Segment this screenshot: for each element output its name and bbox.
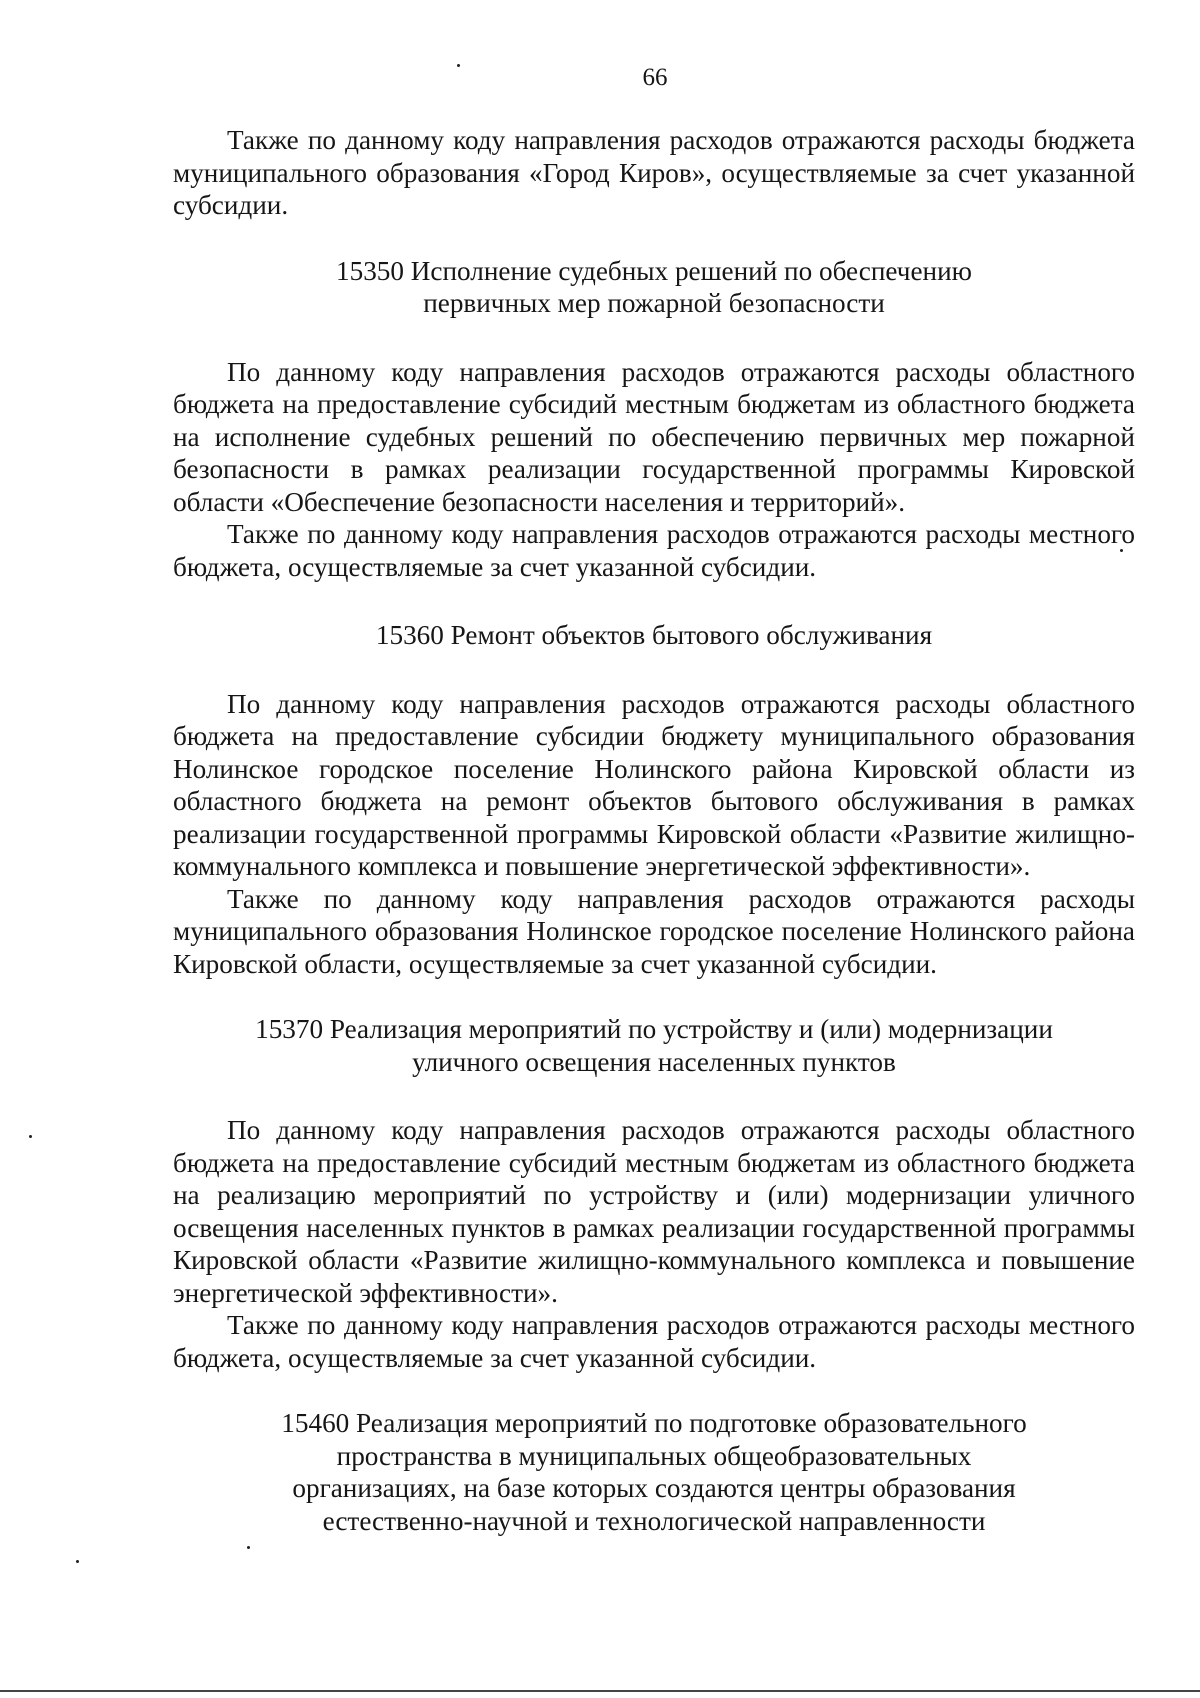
scan-speck: [29, 1135, 32, 1138]
heading-line: первичных мер пожарной безопасности: [423, 288, 885, 318]
paragraph-15360-description: По данному коду направления расходов отражаются расходы областного бюджета на предоставление субсидии бюджету муниципального образования Нолинское городское поселение Нолинского района Кировской области из областного бюджета на ремонт объектов бытового обслуживания в рамках реализации государственной программы Кировской области «Развитие жилищно-коммунального комплекса и повышение энергетической эффективности».: [173, 688, 1135, 881]
scan-speck: [457, 64, 460, 67]
paragraph-15350-local: Также по данному коду направления расходов отражаются расходы местного бюджета, осуществляемые за счет указанной субсидии.: [173, 519, 1135, 582]
paragraph-subsidy-kirov: Также по данному коду направления расходов отражаются расходы бюджета муниципального образования «Город Киров», осуществляемые за счет указанной субсидии.: [173, 125, 1135, 220]
paragraph-15370-local: Также по данному коду направления расходов отражаются расходы местного бюджета, осуществляемые за счет указанной субсидии.: [173, 1310, 1135, 1373]
heading-line: 15460 Реализация мероприятий по подготовке образовательного: [281, 1408, 1027, 1438]
heading-line: 15350 Исполнение судебных решений по обеспечению: [336, 255, 972, 286]
paragraph-15360-local: Также по данному коду направления расходов отражаются расходы муниципального образования Нолинское городское поселение Нолинского района Кировской области, осуществляемые за счет указанной субсидии.: [173, 883, 1135, 979]
page-number: 66: [642, 64, 668, 91]
heading-line: уличного освещения населенных пунктов: [412, 1046, 896, 1077]
heading-line: 15360 Ремонт объектов бытового обслуживания: [375, 620, 933, 650]
scan-speck: [1120, 549, 1123, 552]
scan-speck: [76, 1560, 79, 1563]
paragraph-15370-description: По данному коду направления расходов отражаются расходы областного бюджета на предоставление субсидий местным бюджетам из областного бюджета на реализацию мероприятий по устройству и (или) модернизации уличного освещения населенных пунктов в рамках реализации государственной программы Кировской области «Развитие жилищно-коммунального комплекса и повышение энергетической эффективности».: [173, 1115, 1135, 1308]
heading-15360: [173, 619, 1135, 652]
heading-line: организациях, на базе которых создаются центры образования: [292, 1473, 1016, 1503]
scan-edge-line: [0, 1690, 1200, 1692]
document-body: [173, 124, 1135, 1537]
paragraph-15350-description: По данному коду направления расходов отражаются расходы областного бюджета на предоставление субсидий местным бюджетам из областного бюджета на исполнение судебных решений по обеспечению первичных мер пожарной безопасности в рамках реализации государственной программы Кировской области «Обеспечение безопасности населения и территорий».: [173, 356, 1135, 517]
heading-line: пространства в муниципальных общеобразовательных: [336, 1440, 972, 1471]
heading-line: естественно-научной и технологической направленности: [322, 1505, 986, 1536]
heading-15350: [173, 255, 1135, 320]
heading-line: 15370 Реализация мероприятий по устройству и (или) модернизации: [255, 1014, 1053, 1044]
scan-speck: [247, 1546, 250, 1549]
heading-15460: [173, 1407, 1135, 1537]
heading-15370: [173, 1013, 1135, 1078]
